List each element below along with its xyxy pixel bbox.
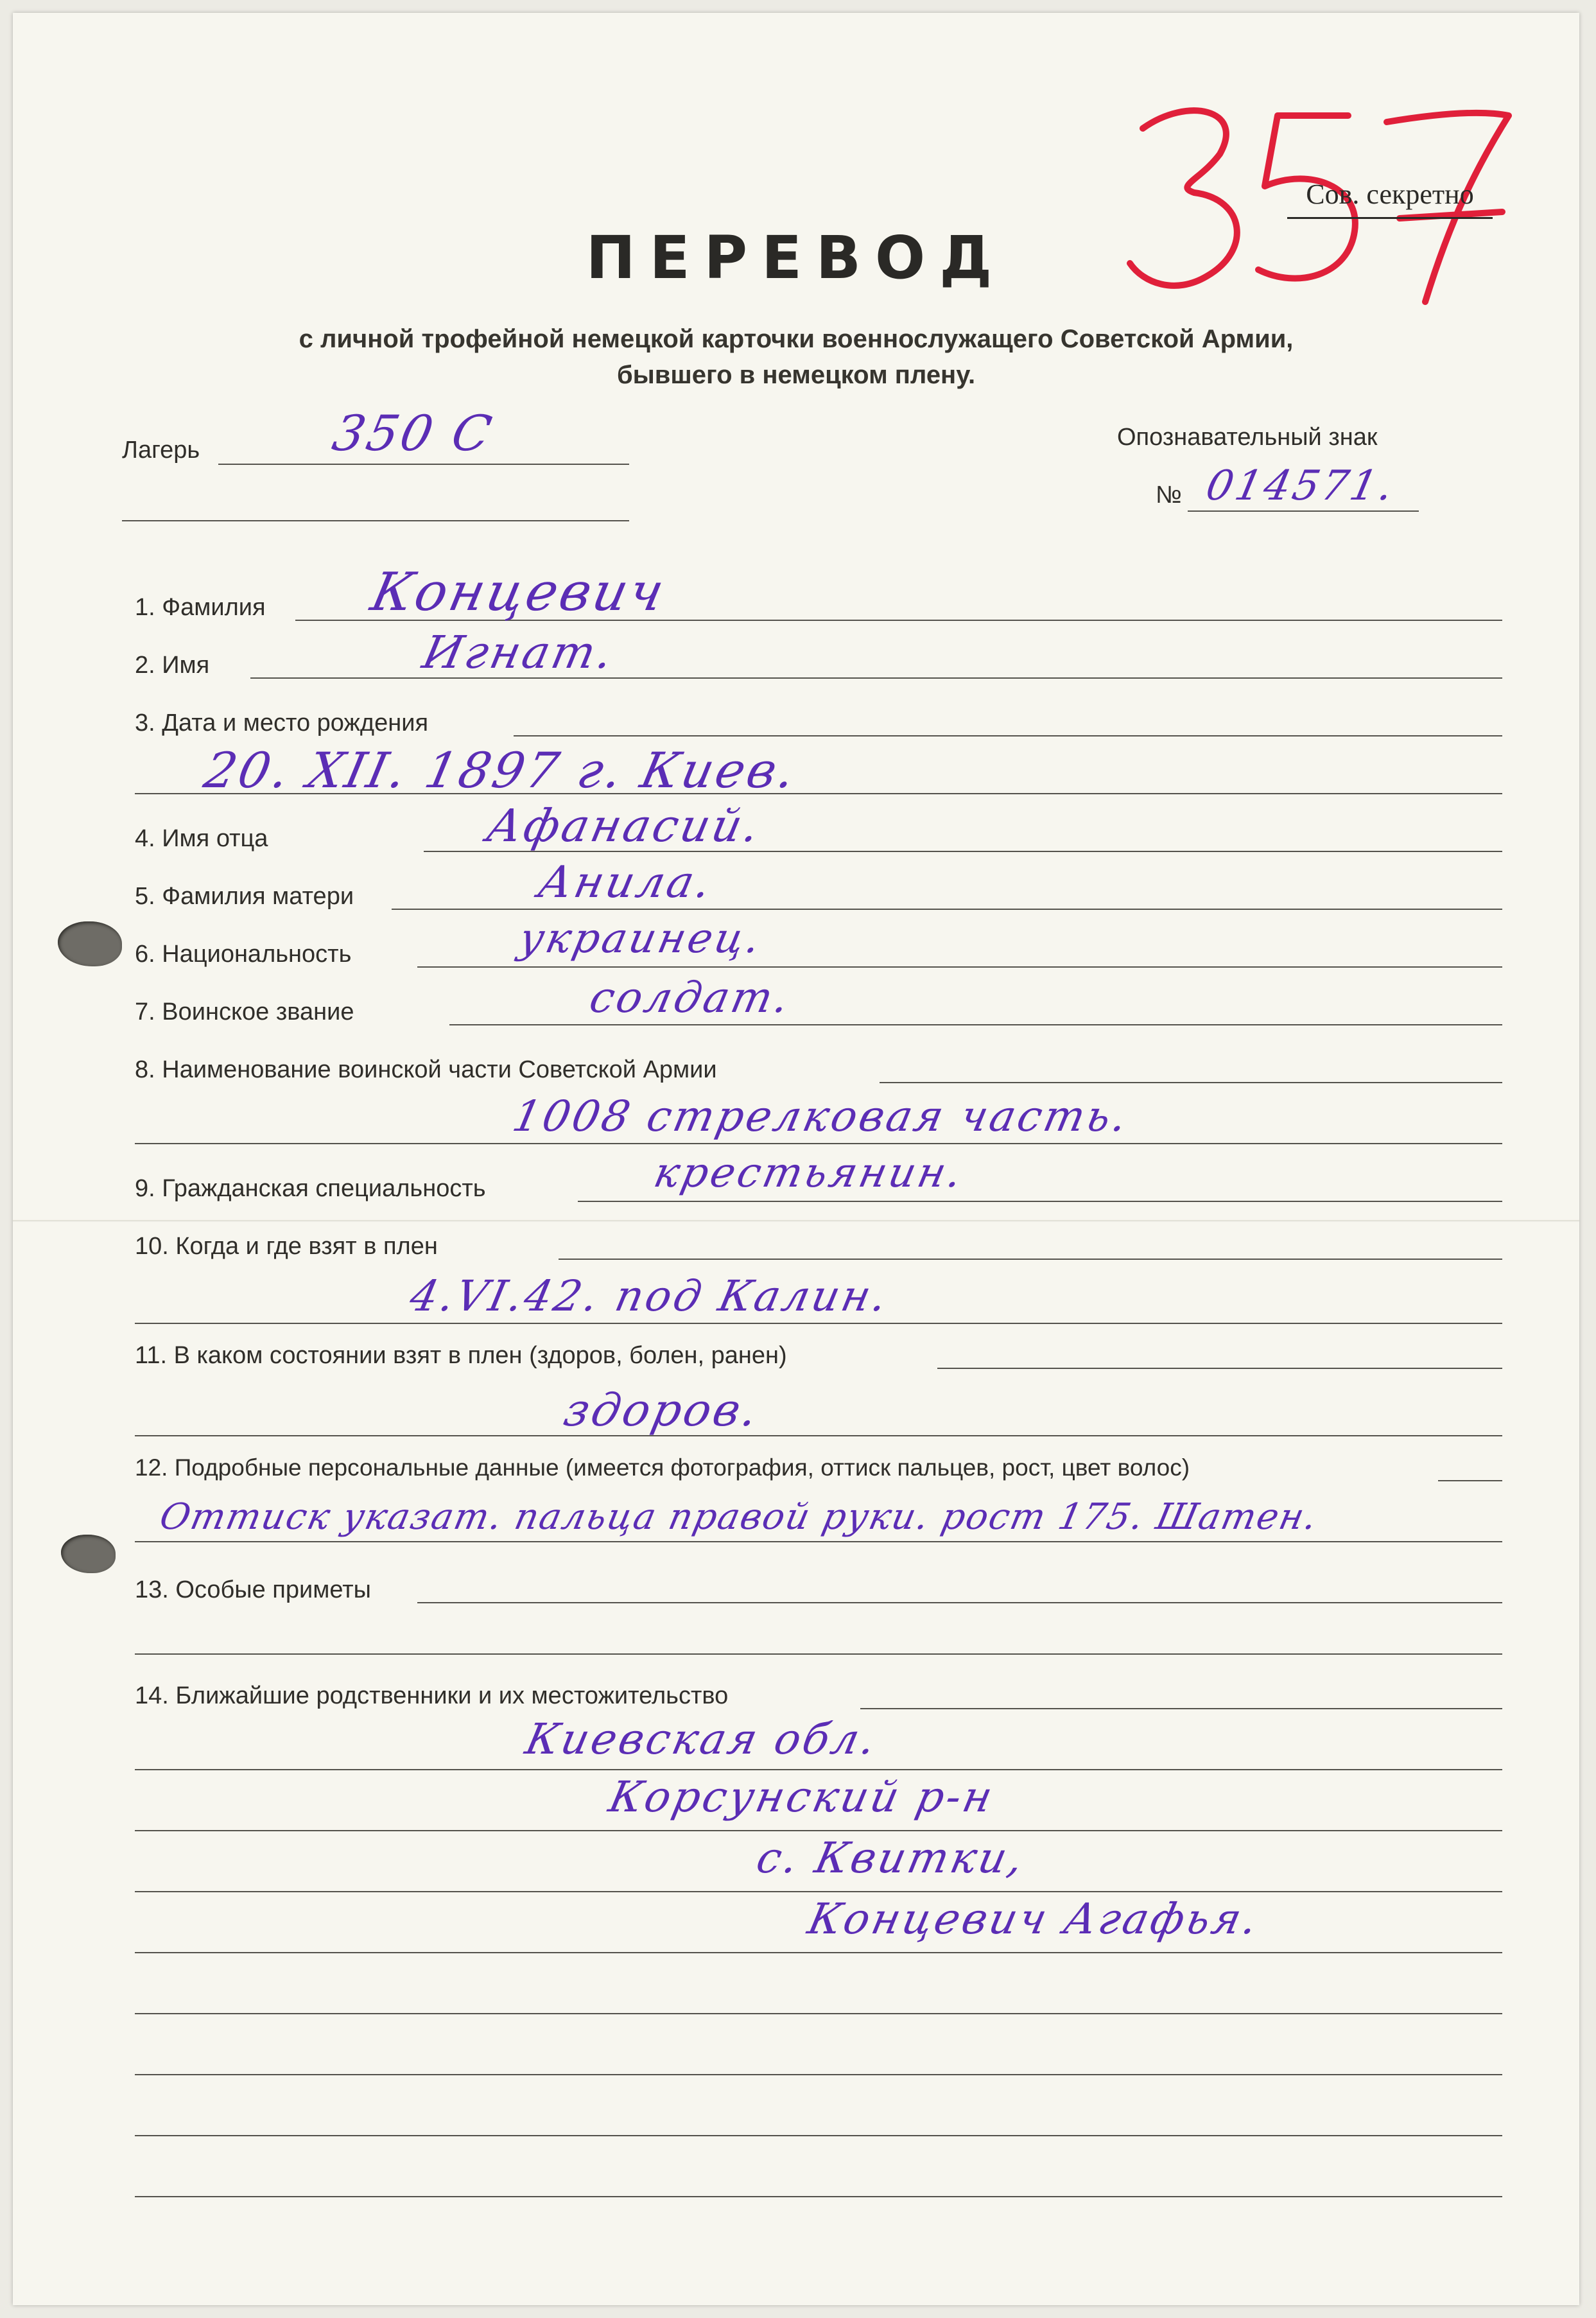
- field-6-line: [417, 966, 1502, 968]
- field-14-line-5: [135, 1952, 1502, 1953]
- field-3-line-2: [135, 793, 1502, 794]
- field-8-label: 8. Наименование воинской части Советской Армии: [135, 1056, 717, 1083]
- camp-label: Лагерь: [122, 437, 200, 464]
- punch-hole-lower: [61, 1535, 116, 1573]
- field-8-line: [880, 1082, 1502, 1083]
- field-11-label: 11. В каком состоянии взят в плен (здоров, болен, ранен): [135, 1342, 787, 1369]
- field-3-line: [514, 735, 1502, 736]
- relatives-line-4: Концевич Агафья.: [803, 1894, 1265, 1944]
- subtitle-line-2: бывшего в немецком плену.: [616, 361, 976, 389]
- document-title: ПЕРЕВОД: [585, 223, 1007, 292]
- field-11-line: [937, 1368, 1502, 1369]
- field-7-line: [449, 1024, 1502, 1025]
- field-6-label: 6. Национальность: [135, 941, 352, 968]
- field-2-value: Игнат.: [418, 626, 620, 679]
- field-10-label: 10. Когда и где взят в плен: [135, 1233, 438, 1260]
- field-9-value: крестьянин.: [650, 1149, 969, 1197]
- subtitle-line-1: с личной трофейной немецкой карточки военнослужащего Советской Армии,: [299, 325, 1294, 353]
- field-8-value: 1008 стрелковая часть.: [508, 1092, 1134, 1141]
- field-6-value: украинец.: [515, 915, 767, 963]
- field-9-line: [578, 1201, 1502, 1202]
- field-4-label: 4. Имя отца: [135, 825, 268, 852]
- field-10-value: 4.VI.42. под Калин.: [405, 1271, 894, 1321]
- document-subtitle: [13, 321, 1579, 393]
- field-12-label: 12. Подробные персональные данные (имеется фотография, оттиск пальцев, рост, цвет волос): [135, 1454, 1190, 1481]
- camp-value: 350 С: [327, 405, 499, 462]
- field-14-line-6: [135, 2013, 1502, 2014]
- field-12-line: [1438, 1480, 1502, 1481]
- id-tag-line: [1188, 510, 1419, 512]
- field-3-label: 3. Дата и место рождения: [135, 710, 429, 736]
- field-10-line: [559, 1259, 1502, 1260]
- field-14-line-3: [135, 1830, 1502, 1831]
- field-7-value: солдат.: [585, 973, 796, 1022]
- field-13-line: [417, 1602, 1502, 1603]
- camp-line: [218, 464, 629, 465]
- field-14-line-4: [135, 1891, 1502, 1892]
- field-1-value: Концевич: [365, 562, 672, 623]
- field-7-label: 7. Воинское звание: [135, 998, 354, 1025]
- id-tag-value: 014571.: [1202, 462, 1400, 510]
- field-5-label: 5. Фамилия матери: [135, 883, 354, 910]
- paper-fold: [13, 1220, 1579, 1222]
- field-9-label: 9. Гражданская специальность: [135, 1175, 486, 1202]
- relatives-line-1: Киевская обл.: [521, 1714, 883, 1764]
- field-11-value: здоров.: [559, 1384, 765, 1436]
- field-5-line: [392, 909, 1502, 910]
- field-12-line-2: [135, 1541, 1502, 1542]
- field-14-line-2: [135, 1769, 1502, 1770]
- field-14-line-9: [135, 2196, 1502, 2197]
- field-14-label: 14. Ближайшие родственники и их местожительство: [135, 1682, 729, 1709]
- id-tag-prefix: №: [1156, 482, 1182, 509]
- field-14-line: [860, 1708, 1502, 1709]
- relatives-line-2: Корсунский р-н: [604, 1772, 1000, 1822]
- field-11-line-2: [135, 1435, 1502, 1436]
- field-8-line-2: [135, 1143, 1502, 1144]
- field-2-label: 2. Имя: [135, 652, 210, 679]
- camp-line-2: [122, 520, 629, 521]
- field-4-value: Афанасий.: [482, 799, 767, 852]
- field-5-value: Анила.: [533, 857, 718, 908]
- field-14-line-8: [135, 2135, 1502, 2136]
- punch-hole-upper: [58, 921, 122, 966]
- document-sheet: [13, 13, 1579, 2305]
- field-13-label: 13. Особые приметы: [135, 1576, 371, 1603]
- relatives-line-3: с. Квитки,: [752, 1833, 1030, 1883]
- field-14-line-7: [135, 2074, 1502, 2075]
- field-12-value: Оттиск указат. пальца правой руки. рост 175. Шатен.: [156, 1496, 1322, 1538]
- field-13-line-2: [135, 1653, 1502, 1655]
- field-10-line-2: [135, 1323, 1502, 1324]
- classification-label: Сов. секретно: [1287, 172, 1493, 219]
- field-1-label: 1. Фамилия: [135, 594, 266, 621]
- id-tag-label: Опознавательный знак: [1117, 424, 1378, 451]
- field-3-value: 20. XII. 1897 г. Киев.: [199, 742, 803, 799]
